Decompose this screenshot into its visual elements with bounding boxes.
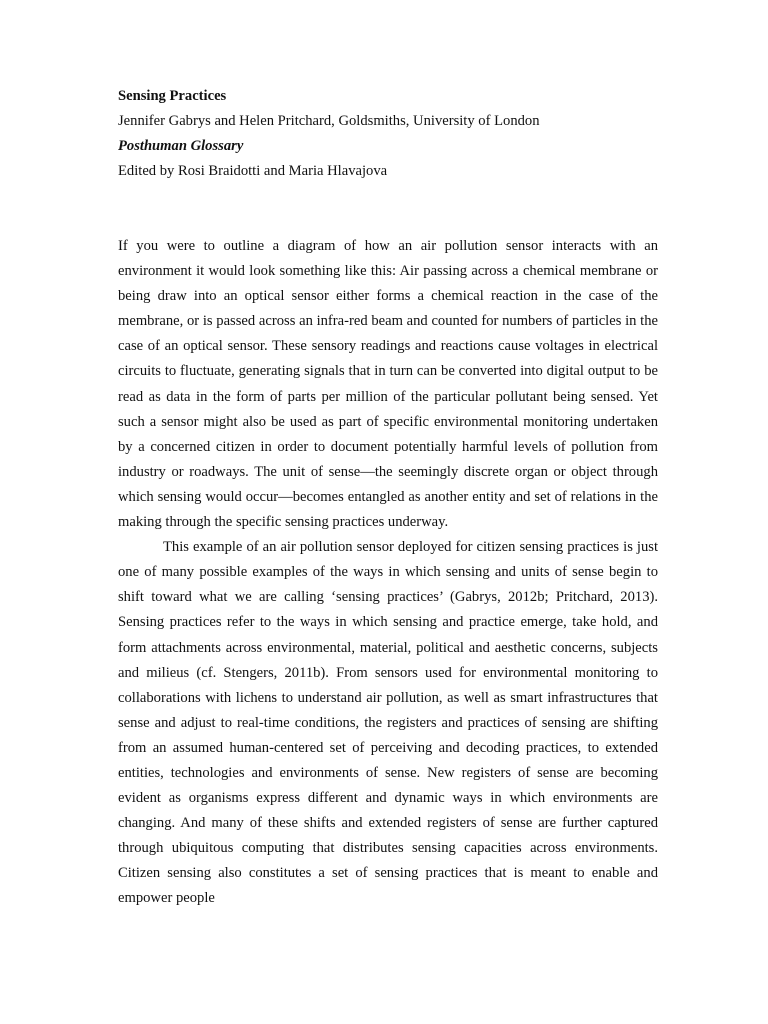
body-paragraph-2: This example of an air pollution sensor deployed for citizen sensing practices is just one of many possible examples of the ways in which sensing and units of sense begin to shift toward what we are calling ‘sensing practices’ (Gabrys, 2012b; Pritchard, 2013). Sensing practices refer to the ways in which sensing and practice emerge, take hold, and form attachments across environmental, material, political and aesthetic concerns, subjects and milieus (cf. Stengers, 2011b). From sensors used for environmental monitoring to collaborations with lichens to understand air pollution, as well as smart infrastructures that sense and adjust to real-time conditions, the registers and practices of sensing are shifting from an assumed human-centered set of perceiving and decoding practices, to extended entities, technologies and environments of sense. New registers of sense are becoming evident as organisms express different and dynamic ways in which environments are changing. And many of these shifts and extended registers of sense are further captured through ubiquitous computing that distributes sensing capacities across environments. Citizen sensing also constitutes a set of sensing practices that is meant to enable and empower people xyxy=(118,539,658,907)
document-header xyxy=(118,84,658,184)
document-authors: Jennifer Gabrys and Helen Pritchard, Goldsmiths, University of London xyxy=(118,113,540,129)
body-paragraph-1: If you were to outline a diagram of how an air pollution sensor interacts with an environment it would look something like this: Air passing across a chemical membrane or being draw into an optical sensor either forms a chemical reaction in the case of the membrane, or is passed across an infra-red beam and counted for numbers of particles in the case of an optical sensor. These sensory readings and reactions cause voltages in electrical circuits to fluctuate, generating signals that in turn can be converted into digital output to be read as data in the form of parts per million of the particular pollutant being sensed. Yet such a sensor might also be used as part of specific environmental monitoring undertaken by a concerned citizen in order to document potentially harmful levels of pollution from industry or roadways. The unit of sense—the seemingly discrete organ or object through which sensing would occur—becomes entangled as another entity and set of relations in the making through the specific sensing practices underway. xyxy=(118,238,658,531)
document-title: Sensing Practices xyxy=(118,88,227,104)
document-body xyxy=(118,234,658,912)
book-editors: Edited by Rosi Braidotti and Maria Hlavajova xyxy=(118,163,388,179)
book-title: Posthuman Glossary xyxy=(118,138,244,154)
